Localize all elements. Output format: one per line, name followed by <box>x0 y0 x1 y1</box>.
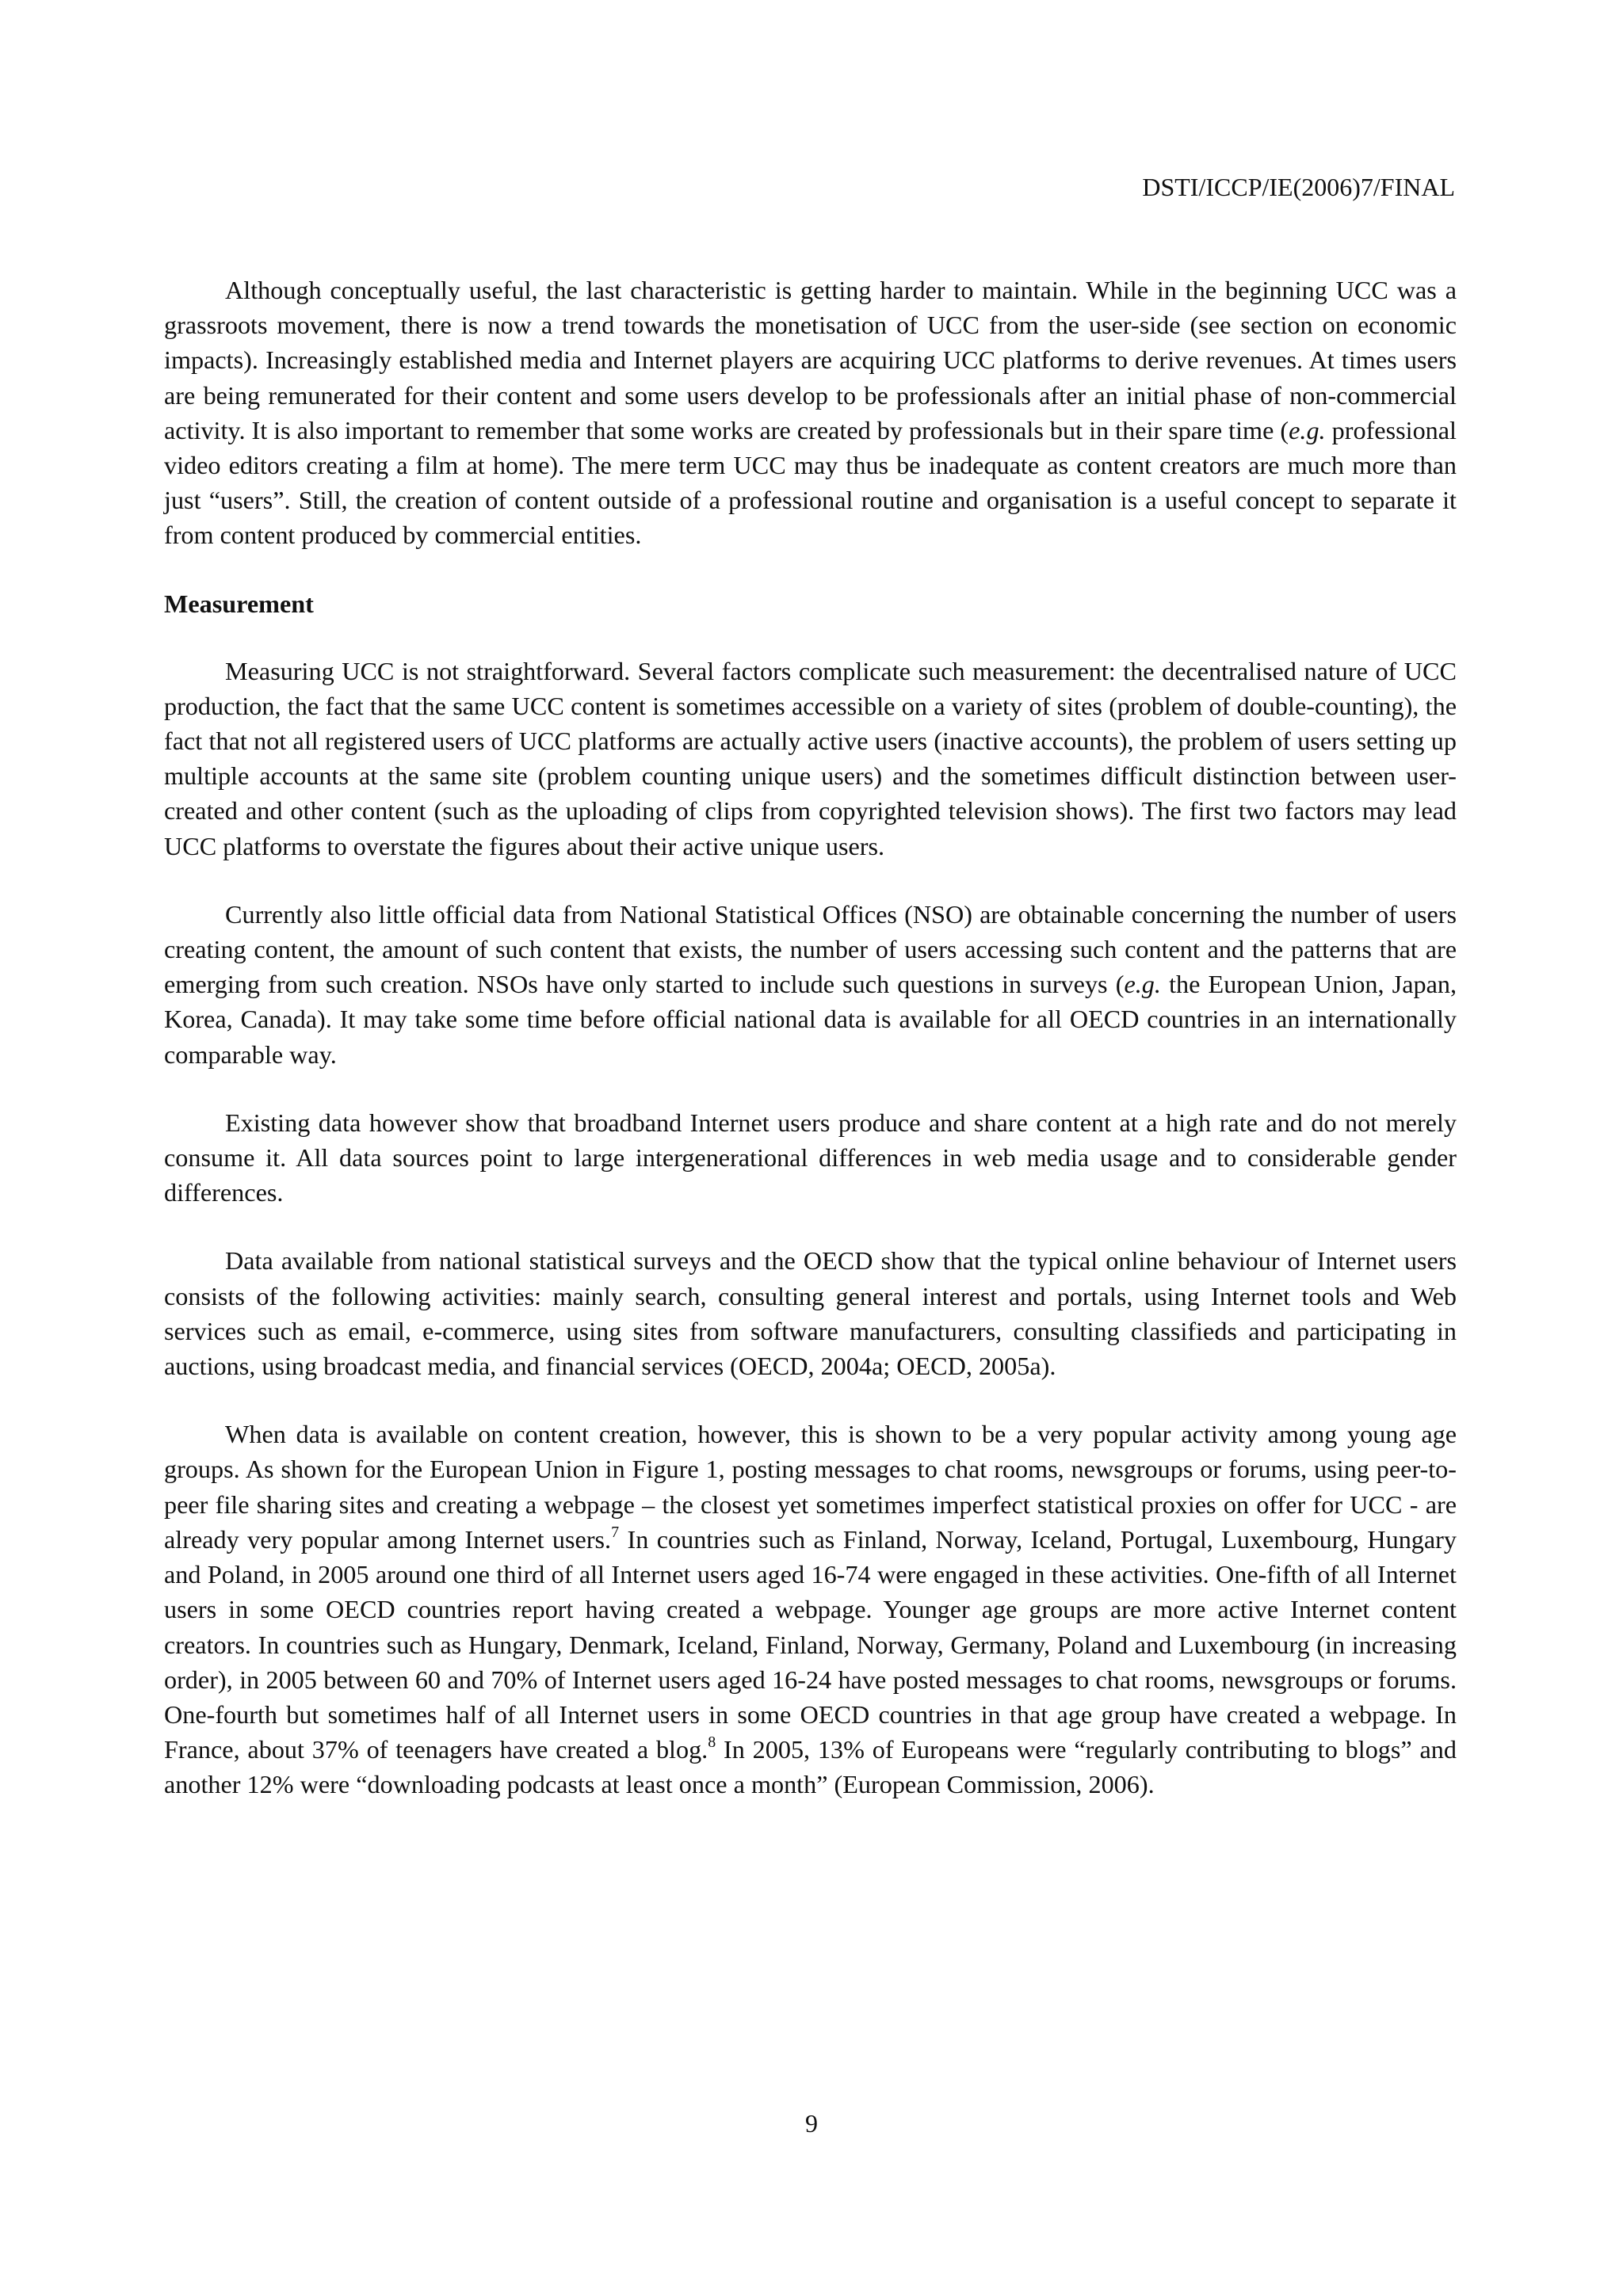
paragraph-ucc-characteristic <box>164 273 1457 553</box>
paragraph-text: In countries such as Finland, Norway, Iceland, Portugal, Luxembourg, Hungary and Poland, in 2005 around one third of all Internet users aged 16-74 were engaged in these activities. One-fifth of all Internet users in some OECD countries report having created a webpage. Younger age groups are more active Internet content creators. In countries such as Hungary, Denmark, Iceland, Finland, Norway, Germany, Poland and Luxembourg (in increasing order), in 2005 between 60 and 70% of Internet users aged 16-24 have posted messages to chat rooms, newsgroups or forums. One-fourth but sometimes half of all Internet users in some OECD countries in that age group have created a webpage. In France, about 37% of teenagers have created a blog. <box>164 1524 1457 1764</box>
paragraph-online-behaviour: Data available from national statistical surveys and the OECD show that the typical online behaviour of Internet users consists of the following activities: mainly search, consulting general interest and portals, using Internet tools and Web services such as email, e-commerce, using sites from software manufacturers, consulting classifieds and participating in auctions, using broadcast media, and financial services (OECD, 2004a; OECD, 2005a). <box>164 1246 1457 1381</box>
paragraph-text: Currently also little official data from National Statistical Offices (NSO) are obtainable concerning the number of users creating content, the amount of such content that exists, the number of users accessing such content and the patterns that are emerging from such creation. NSOs have only started to include such questions in surveys ( <box>164 899 1457 999</box>
paragraph-measuring-ucc: Measuring UCC is not straightforward. Several factors complicate such measurement: the decentralised nature of UCC production, the fact that the same UCC content is sometimes accessible on a variety of sites (problem of double-counting), the fact that not all registered users of UCC platforms are actually active users (inactive accounts), the problem of users setting up multiple accounts at the same site (problem counting unique users) and the sometimes difficult distinction between user-created and other content (such as the uploading of clips from copyrighted television shows). The first two factors may lead UCC platforms to overstate the figures about their active unique users. <box>164 656 1457 860</box>
section-heading-measurement: Measurement <box>164 589 314 618</box>
paragraph-text: professional video editors creating a film at home). The mere term UCC may thus be inadequate as content creators are much more than just “users”. Still, the creation of content outside of a professional routine and organisation is a useful concept to separate it from content produced by commercial entities. <box>164 415 1457 550</box>
document-reference: DSTI/ICCP/IE(2006)7/FINAL <box>1142 173 1455 201</box>
emphasis-eg: e.g. <box>1289 415 1326 444</box>
paragraph-text: Although conceptually useful, the last characteristic is getting harder to maintain. While in the beginning UCC was a grassroots movement, there is now a trend towards the monetisation of UCC from the user-side (see section on economic impacts). Increasingly established media and Internet players are acquiring UCC platforms to derive revenues. At times users are being remunerated for their content and some users develop to be professionals after an initial phase of non-commercial activity. It is also important to remember that some works are created by professionals but in their spare time ( <box>164 276 1457 444</box>
footnote-marker-7[interactable]: 7 <box>611 1523 620 1541</box>
body-text <box>164 273 1457 1836</box>
paragraph-existing-data: Existing data however show that broadband Internet users produce and share content at a high rate and do not merely consume it. All data sources point to large intergenerational differences in web media usage and to considerable gender differences. <box>164 1108 1457 1207</box>
paragraph-text: When data is available on content creation, however, this is shown to be a very popular activity among young age groups. As shown for the European Union in Figure 1, posting messages to chat rooms, newsgroups or forums, using peer-to-peer file sharing sites and creating a webpage – the closest yet sometimes imperfect statistical proxies on offer for UCC - are already very popular among Internet users. <box>164 1420 1457 1554</box>
emphasis-eg: e.g. <box>1124 970 1161 999</box>
paragraph-content-creation <box>164 1417 1457 1802</box>
paragraph-text: In 2005, 13% of Europeans were “regularly contributing to blogs” and another 12% were “downloading podcasts at least once a month” (European Commission, 2006). <box>164 1735 1457 1799</box>
paragraph-text: the European Union, Japan, Korea, Canada). It may take some time before official national data is available for all OECD countries in an internationally comparable way. <box>164 970 1457 1069</box>
page-number: 9 <box>805 2109 818 2138</box>
footnote-marker-8[interactable]: 8 <box>708 1733 716 1752</box>
paragraph-official-data <box>164 897 1457 1072</box>
